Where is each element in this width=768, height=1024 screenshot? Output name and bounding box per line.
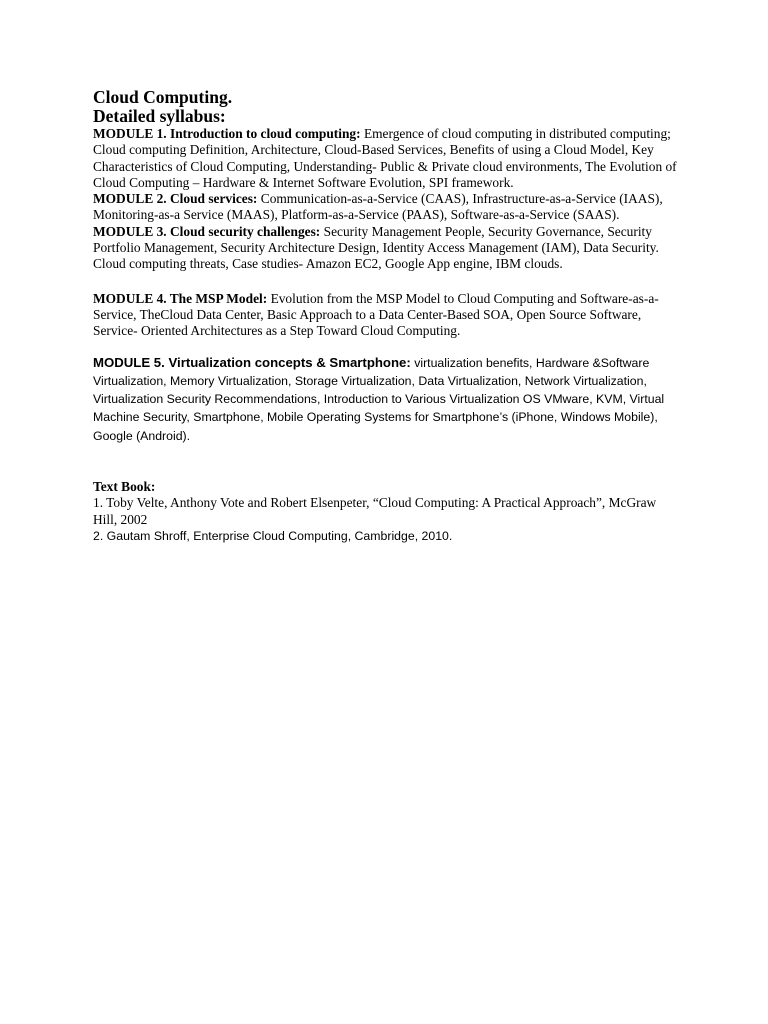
module-2-body: Communication-as-a-Service (CAAS), Infrastructure-as-a-Service (IAAS), Monitoring-as-a Service (MAAS), Platform-as-a-Service (PAAS), Software-as-a-Service (SAAS). (93, 191, 663, 223)
module-5-heading: MODULE 5. Virtualization concepts & Smartphone: (93, 354, 411, 370)
module-3-body: Security Management People, Security Governance, Security Portfolio Management, Security Architecture Design, Identity Access Management (IAM), Data Security. Cloud computing threats, Case studies- Amazon EC2, Google App engine, IBM clouds. (93, 223, 659, 272)
textbook-heading: Text Book: (93, 479, 156, 495)
module-1-heading: MODULE 1. Introduction to cloud computing: (93, 126, 361, 141)
textbook-item-2: 2. Gautam Shroff, Enterprise Cloud Computing, Cambridge, 2010. (93, 528, 453, 543)
textbook-item-1: 1. Toby Velte, Anthony Vote and Robert Elsenpeter, “Cloud Computing: A Practical Approach”, McGraw Hill, 2002 (93, 495, 657, 527)
module-2-heading: MODULE 2. Cloud services: (93, 191, 258, 207)
module-3-heading: MODULE 3. Cloud security challenges: (93, 223, 321, 239)
module-1 (93, 126, 683, 191)
module-4 (93, 291, 683, 340)
module-1-body: Emergence of cloud computing in distributed computing; Cloud computing Definition, Architecture, Cloud-Based Services, Benefits of using a Cloud Model, Key Characteristics of Cloud Computing, Understanding- Public & Private cloud environments, The Evolution of Cloud Computing – Hardware & Internet Software Evolution, SPI framework. (93, 126, 677, 190)
module-4-body: Evolution from the MSP Model to Cloud Computing and Software-as-a-Service, TheCloud Data Center, Basic Approach to a Data Center-Based SOA, Open Source Software, Service- Oriented Architectures as a Step Toward Cloud Computing. (93, 290, 659, 339)
module-3 (93, 224, 683, 273)
module-5-body: virtualization benefits, Hardware &Software Virtualization, Memory Virtualization, Storage Virtualization, Data Virtualization, Network Virtualization, Virtualization Security Recommendations, Introduction to Various Virtualization OS VMware, KVM, Virtual Machine Security, Smartphone, Mobile Operating Systems for Smartphone’s (iPhone, Windows Mobile), Google (Android). (93, 355, 665, 443)
document-subtitle: Detailed syllabus: (93, 106, 226, 126)
document-page (93, 88, 683, 545)
document-title: Cloud Computing. (93, 87, 233, 107)
module-4-heading: MODULE 4. The MSP Model: (93, 290, 268, 306)
module-5 (93, 354, 683, 445)
textbook-section (93, 479, 683, 495)
module-2 (93, 191, 683, 224)
